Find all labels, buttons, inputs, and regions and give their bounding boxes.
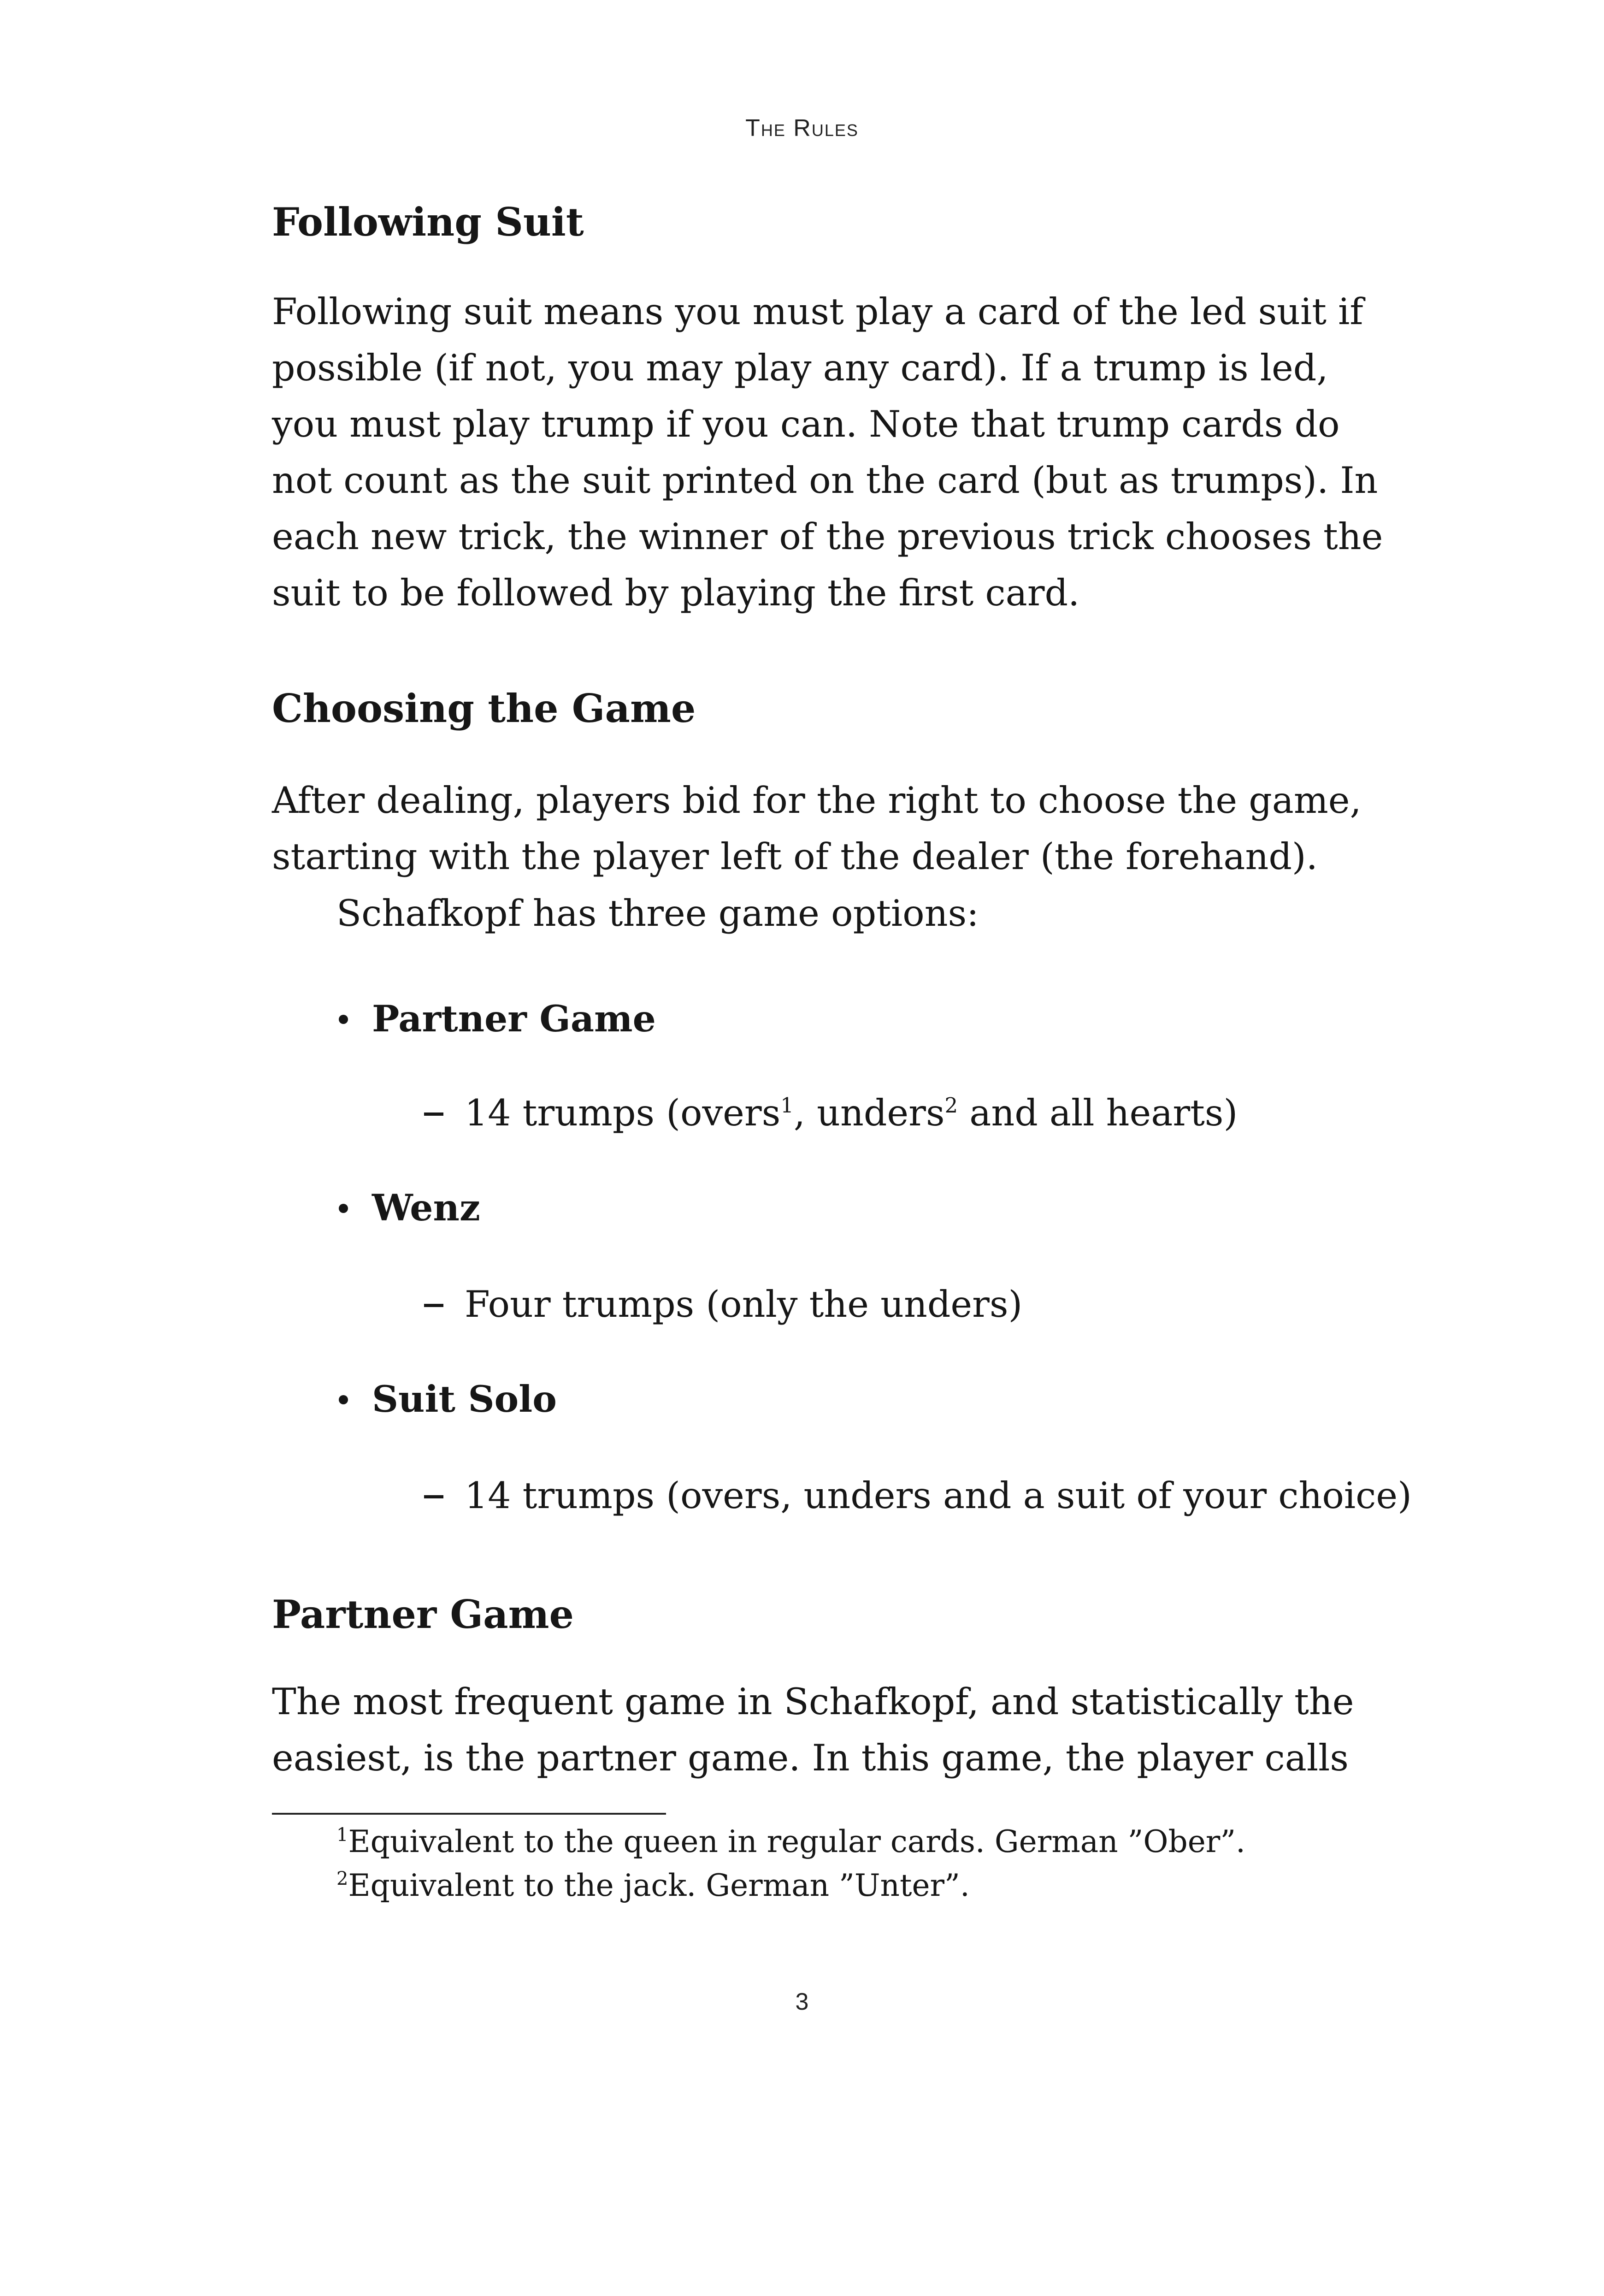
sub-item-partner-game: [424, 1092, 1238, 1134]
body-text: [272, 0, 1412, 2296]
bullet-icon: [339, 1395, 348, 1404]
bullet-icon: [339, 1204, 348, 1213]
detail-text: 14 trumps (overs: [465, 1092, 781, 1134]
text-line: you must play trump if you can. Note that trump cards do: [272, 403, 1340, 445]
footnote-mark: 2: [336, 1868, 348, 1889]
sub-item-suit-solo: [424, 1474, 1412, 1517]
running-head: The Rules: [745, 115, 859, 142]
footnote-2: [336, 1870, 970, 1901]
text-line: not count as the suit printed on the card (but as trumps). In: [272, 459, 1378, 502]
option-name: Suit Solo: [372, 1378, 557, 1420]
heading-following-suit: Following Suit: [272, 199, 584, 245]
footnote-ref-1: 1: [780, 1093, 794, 1118]
option-name: Partner Game: [372, 997, 656, 1040]
text-line: Schafkopf has three game options:: [336, 892, 979, 935]
page-number: 3: [795, 1988, 809, 2015]
list-item-suit-solo: [339, 1378, 557, 1420]
text-line: easiest, is the partner game. In this game, the player calls: [272, 1737, 1349, 1779]
footnote-mark: 1: [336, 1824, 348, 1846]
option-name: Wenz: [372, 1186, 480, 1229]
dash-icon: [424, 1304, 443, 1307]
text-line: starting with the player left of the dealer (the forehand).: [272, 835, 1318, 878]
bullet-icon: [339, 1015, 348, 1024]
footnote-1: [336, 1824, 1246, 1859]
paragraph-partner-game: [272, 1674, 1354, 1786]
option-detail: Four trumps (only the unders): [465, 1283, 1023, 1326]
list-item-wenz: [339, 1186, 480, 1229]
paragraph-following-suit: [272, 284, 1383, 621]
text-line: each new trick, the winner of the previous trick chooses the: [272, 515, 1383, 558]
heading-partner-game: Partner Game: [272, 1592, 574, 1637]
option-detail: 14 trumps (overs, unders and a suit of your choice): [465, 1474, 1412, 1517]
list-item-partner-game: [339, 997, 656, 1040]
detail-text: , unders: [793, 1092, 945, 1134]
paragraph-choosing-the-game: [272, 772, 1362, 885]
option-detail: [465, 1092, 1238, 1134]
text-line: After dealing, players bid for the right to choose the game,: [272, 779, 1362, 822]
text-line: possible (if not, you may play any card). If a trump is led,: [272, 347, 1328, 389]
heading-choosing-the-game: Choosing the Game: [272, 686, 696, 731]
options-intro: [336, 885, 979, 941]
dash-icon: [424, 1495, 443, 1498]
footnote-ref-2: 2: [944, 1093, 958, 1118]
text-line: suit to be followed by playing the first card.: [272, 572, 1080, 614]
footnote-text: Equivalent to the queen in regular cards. German ”Ober”.: [348, 1824, 1246, 1859]
text-line: The most frequent game in Schafkopf, and statistically the: [272, 1681, 1354, 1723]
dash-icon: [424, 1112, 443, 1116]
text-line: Following suit means you must play a card of the led suit if: [272, 290, 1363, 333]
sub-item-wenz: [424, 1283, 1023, 1326]
footnote-text: Equivalent to the jack. German ”Unter”.: [348, 1868, 970, 1903]
detail-text: and all hearts): [958, 1092, 1238, 1134]
footnote-divider: [272, 1813, 666, 1815]
